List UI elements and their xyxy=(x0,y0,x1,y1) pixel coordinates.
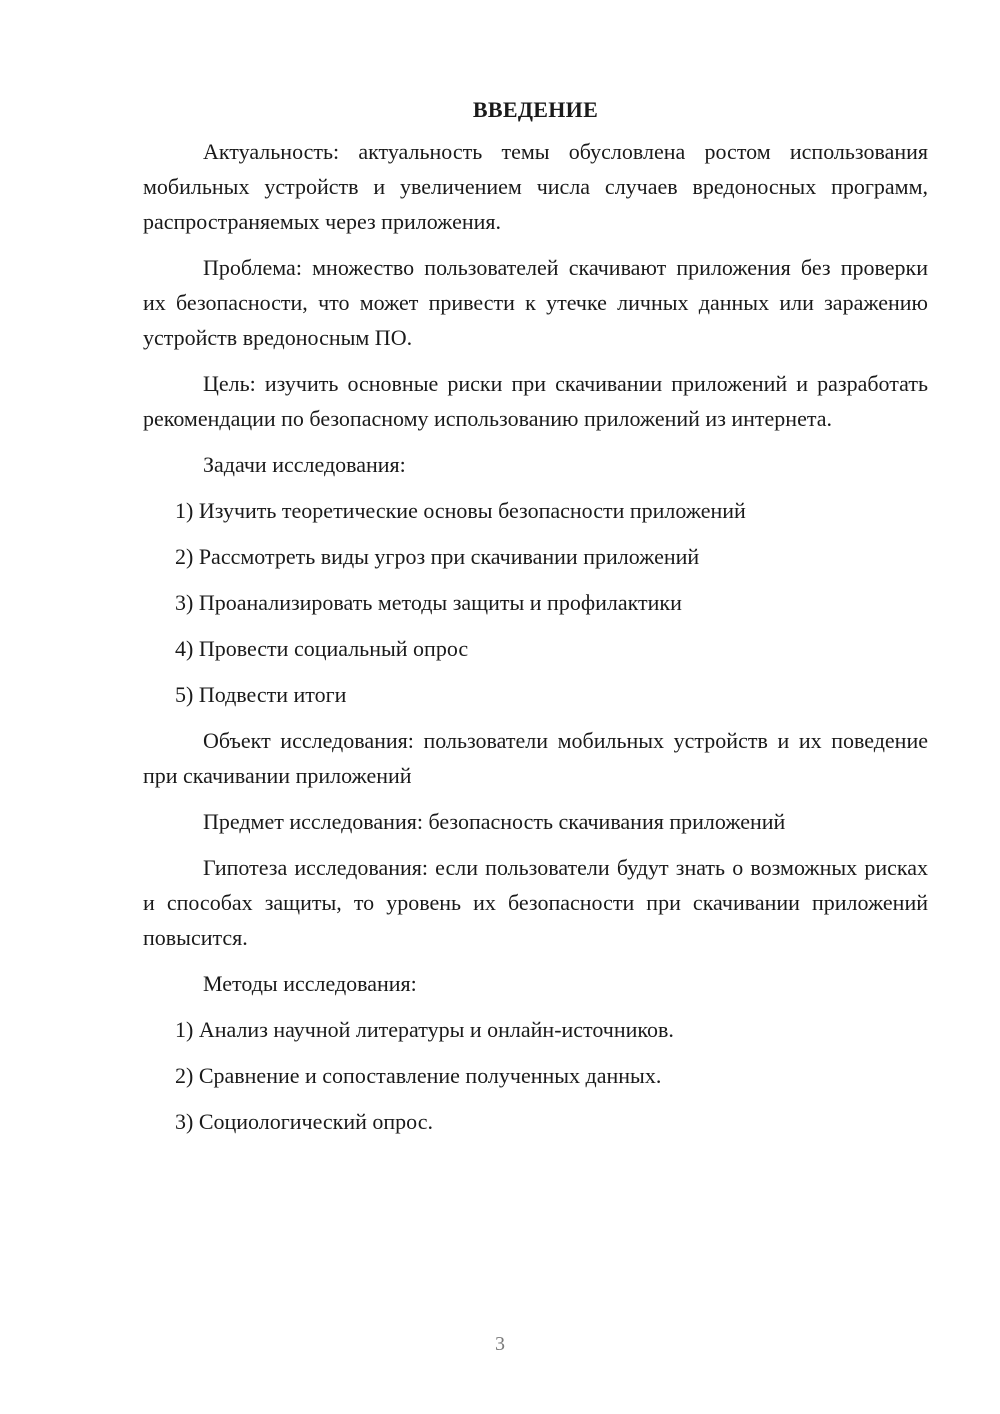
list-item: 1) Изучить теоретические основы безопасности приложений xyxy=(175,498,746,523)
tasks-list xyxy=(143,493,928,712)
methods-list xyxy=(143,1012,928,1139)
object-paragraph: Объект исследования: пользователи мобильных устройств и их поведение при скачивании приложений xyxy=(143,728,928,788)
page-number: 3 xyxy=(495,1333,505,1355)
section-title: ВВЕДЕНИЕ xyxy=(472,97,599,122)
list-item: 1) Анализ научной литературы и онлайн-источников. xyxy=(175,1017,674,1042)
list-item: 2) Сравнение и сопоставление полученных данных. xyxy=(175,1063,662,1088)
list-item: 5) Подвести итоги xyxy=(175,682,347,707)
list-item: 3) Проанализировать методы защиты и профилактики xyxy=(175,590,682,615)
list-item: 3) Социологический опрос. xyxy=(175,1109,433,1134)
relevance-paragraph: Актуальность: актуальность темы обусловлена ростом использования мобильных устройств и увеличением числа случаев вредоносных программ, распространяемых через приложения. xyxy=(143,139,928,234)
page-content xyxy=(143,92,928,1150)
list-item: 4) Провести социальный опрос xyxy=(175,636,469,661)
tasks-heading: Задачи исследования: xyxy=(203,452,406,477)
methods-heading: Методы исследования: xyxy=(203,971,417,996)
problem-paragraph: Проблема: множество пользователей скачивают приложения без проверки их безопасности, что может привести к утечке личных данных или заражению устройств вредоносным ПО. xyxy=(143,255,928,350)
hypothesis-paragraph: Гипотеза исследования: если пользователи будут знать о возможных рисках и способах защиты, то уровень их безопасности при скачивании приложений повысится. xyxy=(143,855,928,950)
subject-paragraph: Предмет исследования: безопасность скачивания приложений xyxy=(203,809,786,834)
list-item: 2) Рассмотреть виды угроз при скачивании приложений xyxy=(175,544,700,569)
goal-paragraph: Цель: изучить основные риски при скачивании приложений и разработать рекомендации по безопасному использованию приложений из интернета. xyxy=(143,371,928,431)
